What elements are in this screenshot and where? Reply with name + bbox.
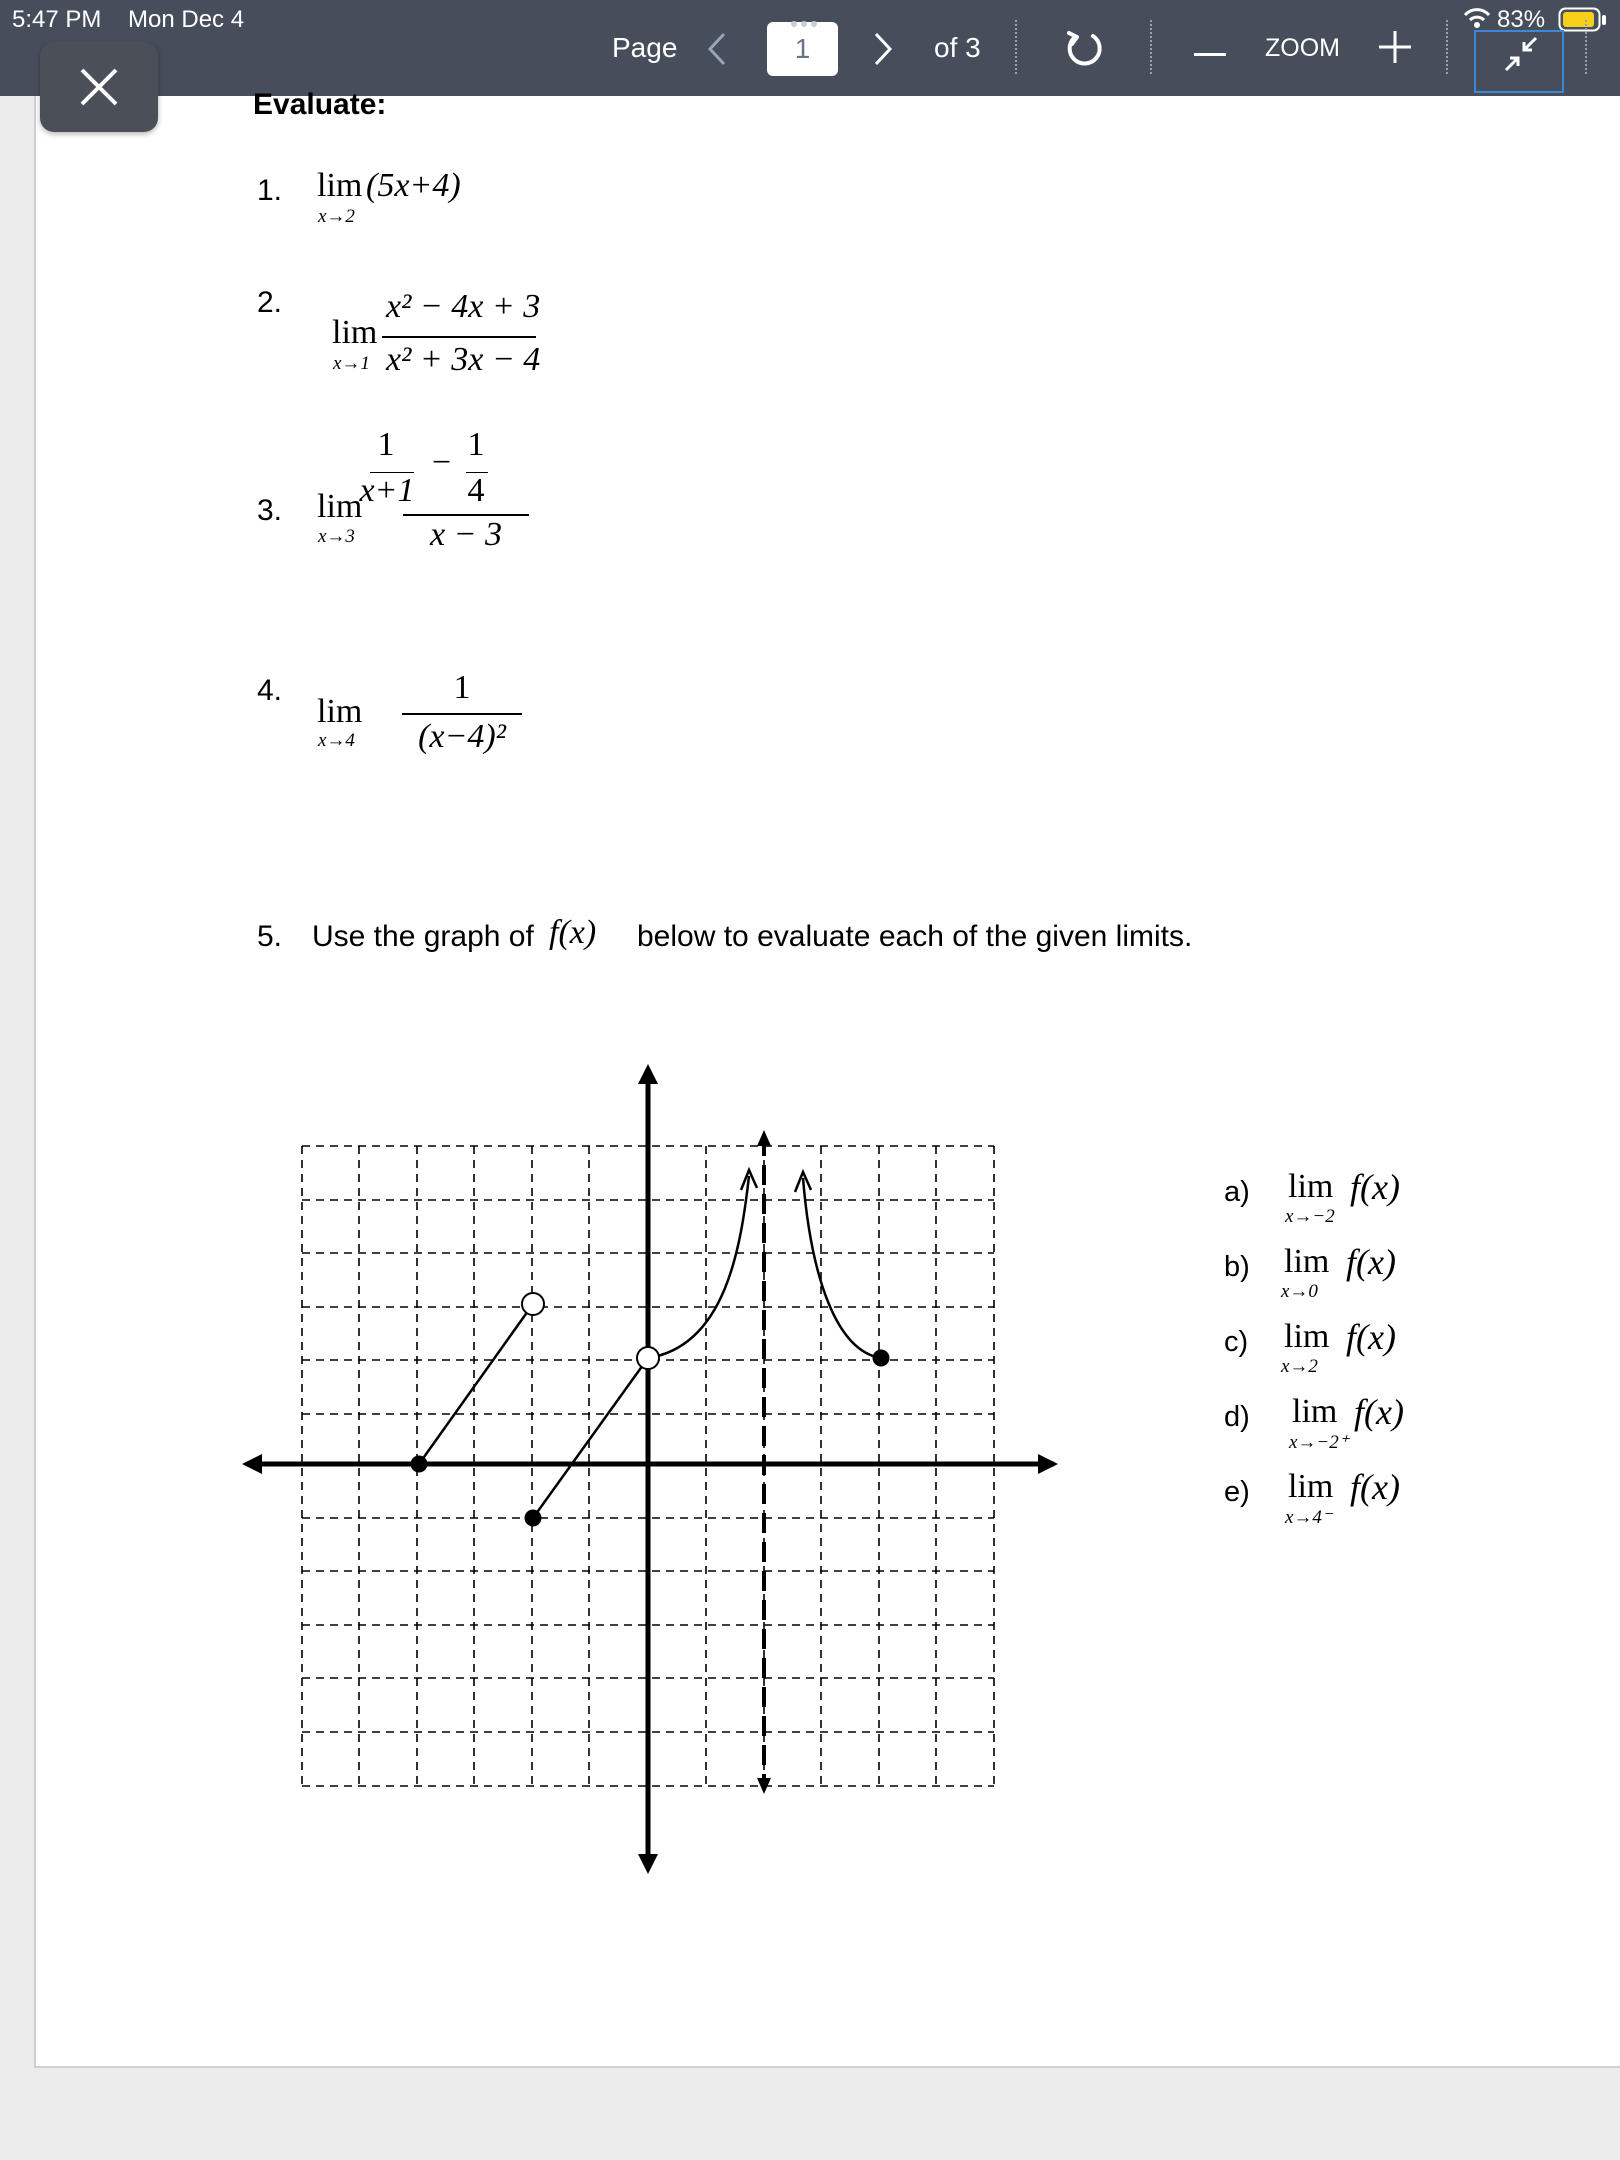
fraction-denominator: (x−4)²: [418, 718, 506, 755]
chevron-left-icon[interactable]: [704, 30, 730, 73]
inner-denominator: x+1: [359, 472, 415, 509]
page-label: Page: [612, 32, 678, 63]
open-point: [522, 1293, 544, 1315]
limit-operator: lim: [317, 693, 363, 730]
x-axis-arrow-left: [242, 1454, 262, 1474]
battery-icon: [1558, 7, 1608, 38]
minus-sign: −: [432, 444, 452, 481]
limit-expression: (5x+4): [366, 167, 461, 204]
x-axis-arrow-right: [1038, 1454, 1058, 1474]
status-time: 5:47 PM: [12, 6, 102, 33]
part-label: b): [1224, 1251, 1250, 1283]
limit-operator: lim: [1292, 1393, 1338, 1430]
limit-subscript: x→4⁻: [1285, 1507, 1332, 1528]
open-point: [637, 1347, 659, 1369]
toolbar-divider: [1150, 20, 1152, 74]
section-heading: Evaluate:: [253, 88, 387, 121]
graph-curve-left-of-asymptote: [648, 1176, 749, 1358]
limit-subscript: x→0: [1281, 1281, 1318, 1302]
fraction-denominator: x − 3: [429, 516, 503, 553]
limit-subscript: x→4: [318, 730, 355, 751]
limit-operator: lim: [317, 167, 363, 204]
refresh-icon[interactable]: [1063, 28, 1107, 75]
graph-segment-middle: [533, 1358, 648, 1518]
toolbar-divider: [1585, 20, 1587, 74]
battery-percent: 83%: [1497, 6, 1546, 33]
document-page: [34, 88, 1620, 2068]
minus-icon[interactable]: [1194, 45, 1226, 63]
part-label: a): [1224, 1176, 1250, 1208]
function-notation: f(x): [1346, 1242, 1396, 1282]
closed-point: [873, 1350, 890, 1367]
problem-number: 2.: [257, 286, 283, 319]
inner-numerator: 1: [467, 426, 485, 463]
limit-subscript: x→1: [333, 353, 370, 374]
closed-point: [525, 1510, 542, 1527]
fraction-denominator: x² + 3x − 4: [386, 341, 541, 378]
part-label: c): [1224, 1326, 1249, 1358]
function-graph: [36, 96, 1620, 2066]
exit-fullscreen-button[interactable]: [1474, 30, 1564, 93]
limit-subscript: x→2: [1281, 1356, 1318, 1377]
y-axis-arrow-up: [638, 1064, 658, 1084]
limit-operator: lim: [1284, 1243, 1330, 1280]
limit-subscript: x→−2: [1285, 1206, 1335, 1227]
problem-text: Use the graph of: [312, 920, 534, 953]
toolbar-divider: [1015, 20, 1017, 74]
closed-point: [411, 1456, 428, 1473]
inner-denominator: 4: [467, 472, 485, 509]
limit-operator: lim: [317, 488, 363, 525]
function-notation: f(x): [1346, 1317, 1396, 1357]
fraction-numerator: x² − 4x + 3: [386, 288, 541, 325]
problem-number: 5.: [257, 920, 283, 953]
problem-number: 3.: [257, 494, 283, 527]
page-number-value: 1: [794, 33, 811, 64]
drag-handle-dots: [791, 15, 817, 33]
fraction-numerator: 1: [453, 669, 471, 706]
function-notation: f(x): [1350, 1167, 1400, 1207]
limit-subscript: x→3: [318, 526, 355, 547]
zoom-label: ZOOM: [1265, 34, 1340, 62]
limit-operator: lim: [1284, 1318, 1330, 1355]
asymptote-arrow-up: [757, 1130, 771, 1146]
status-date: Mon Dec 4: [128, 6, 245, 33]
function-notation: f(x): [1350, 1467, 1400, 1507]
problem-number: 1.: [257, 174, 283, 207]
part-label: e): [1224, 1476, 1250, 1508]
close-icon: [79, 67, 119, 112]
function-notation: f(x): [549, 914, 597, 951]
page-total: of 3: [934, 32, 981, 63]
y-axis-arrow-down: [638, 1854, 658, 1874]
close-button[interactable]: [40, 42, 158, 132]
limit-operator: lim: [332, 314, 378, 351]
function-notation: f(x): [1354, 1392, 1404, 1432]
limit-operator: lim: [1288, 1168, 1334, 1205]
plus-icon[interactable]: [1379, 31, 1411, 68]
problem-number: 4.: [257, 674, 283, 707]
inner-numerator: 1: [377, 426, 395, 463]
limit-subscript: x→2: [318, 206, 355, 227]
viewer-toolbar: [0, 0, 1620, 96]
collapse-icon: [1502, 36, 1540, 77]
problem-text: below to evaluate each of the given limits.: [637, 920, 1193, 953]
limit-operator: lim: [1288, 1468, 1334, 1505]
graph-curve-right-of-asymptote: [803, 1178, 881, 1358]
chevron-right-icon[interactable]: [870, 30, 896, 73]
toolbar-divider: [1446, 20, 1448, 74]
limit-subscript: x→−2⁺: [1289, 1432, 1349, 1453]
part-label: d): [1224, 1401, 1250, 1433]
graph-segment-left: [419, 1304, 533, 1464]
